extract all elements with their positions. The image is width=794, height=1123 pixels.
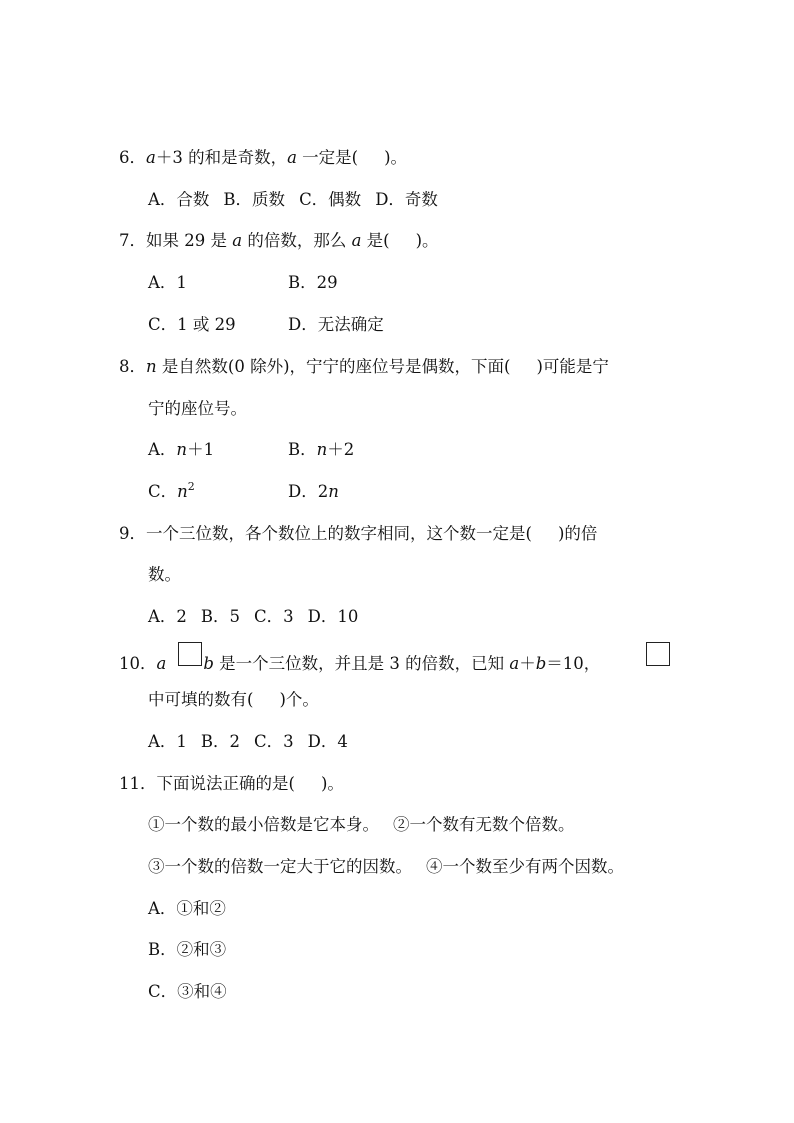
option-c[interactable]: C．$n^2$ [148, 480, 195, 501]
digit-box-reference [646, 642, 670, 666]
option-c[interactable]: C．3 [254, 732, 294, 751]
option-c[interactable]: C．1 或 29 [148, 315, 236, 334]
option-a[interactable]: A．n＋1 [148, 440, 215, 459]
option-a[interactable]: A．1 [148, 273, 187, 292]
question-9-options [148, 606, 358, 628]
option-c[interactable]: C．偶数 [299, 190, 362, 209]
statements-line-1 [148, 814, 575, 836]
question-number: 10． [119, 654, 157, 673]
question-number: 9． [119, 524, 146, 543]
option-b[interactable]: B．29 [288, 273, 338, 292]
statement-4: ④一个数至少有两个因数。 [426, 857, 624, 876]
option-b[interactable]: B．②和③ [148, 940, 227, 959]
question-9-stem-continued: 数。 [148, 565, 181, 584]
option-d[interactable]: D．无法确定 [288, 315, 384, 334]
option-d[interactable]: D．10 [307, 607, 359, 626]
question-number: 8． [119, 357, 146, 376]
option-b[interactable]: B．n＋2 [288, 440, 355, 459]
option-b[interactable]: B．5 [200, 607, 241, 626]
question-9-stem: 9．一个三位数，各个数位上的数字相同，这个数一定是( )的倍 [119, 524, 598, 543]
question-6-options [148, 189, 438, 211]
question-8-stem-continued: 宁的座位号。 [148, 399, 247, 418]
question-number: 11． [119, 774, 157, 793]
option-a[interactable]: A．2 [148, 607, 187, 626]
question-11-stem: 11．下面说法正确的是( )。 [119, 774, 344, 793]
question-6-stem: 6．a＋3 的和是奇数，a 一定是( )。 [119, 148, 408, 167]
question-10-stem-continued: 中可填的数有( )个。 [148, 690, 319, 709]
option-d[interactable]: D．4 [307, 732, 348, 751]
option-d[interactable]: D．2n [288, 482, 339, 501]
option-c[interactable]: C．③和④ [148, 982, 227, 1001]
option-b[interactable]: B．质数 [223, 190, 286, 209]
statement-2: ②一个数有无数个倍数。 [393, 815, 575, 834]
option-a[interactable]: A．1 [148, 732, 187, 751]
question-7-stem: 7．如果 29 是 a 的倍数，那么 a 是( )。 [119, 231, 439, 250]
option-d[interactable]: D．奇数 [375, 190, 438, 209]
statement-3: ③一个数的倍数一定大于它的因数。 [148, 857, 412, 876]
option-a[interactable]: A．①和② [148, 899, 226, 918]
question-10-options [148, 731, 348, 753]
question-number: 6． [119, 148, 146, 167]
question-number: 7． [119, 231, 146, 250]
statements-line-2 [148, 856, 624, 878]
option-b[interactable]: B．2 [200, 732, 241, 751]
statement-1: ①一个数的最小倍数是它本身。 [148, 815, 379, 834]
option-a[interactable]: A．合数 [148, 190, 210, 209]
option-c[interactable]: C．3 [254, 607, 294, 626]
question-10-stem: 10．a b 是一个三位数，并且是 3 的倍数，已知 a＋b＝10， [119, 654, 601, 673]
question-8-stem: 8．n 是自然数(0 除外)，宁宁的座位号是偶数，下面( )可能是宁 [119, 357, 609, 376]
